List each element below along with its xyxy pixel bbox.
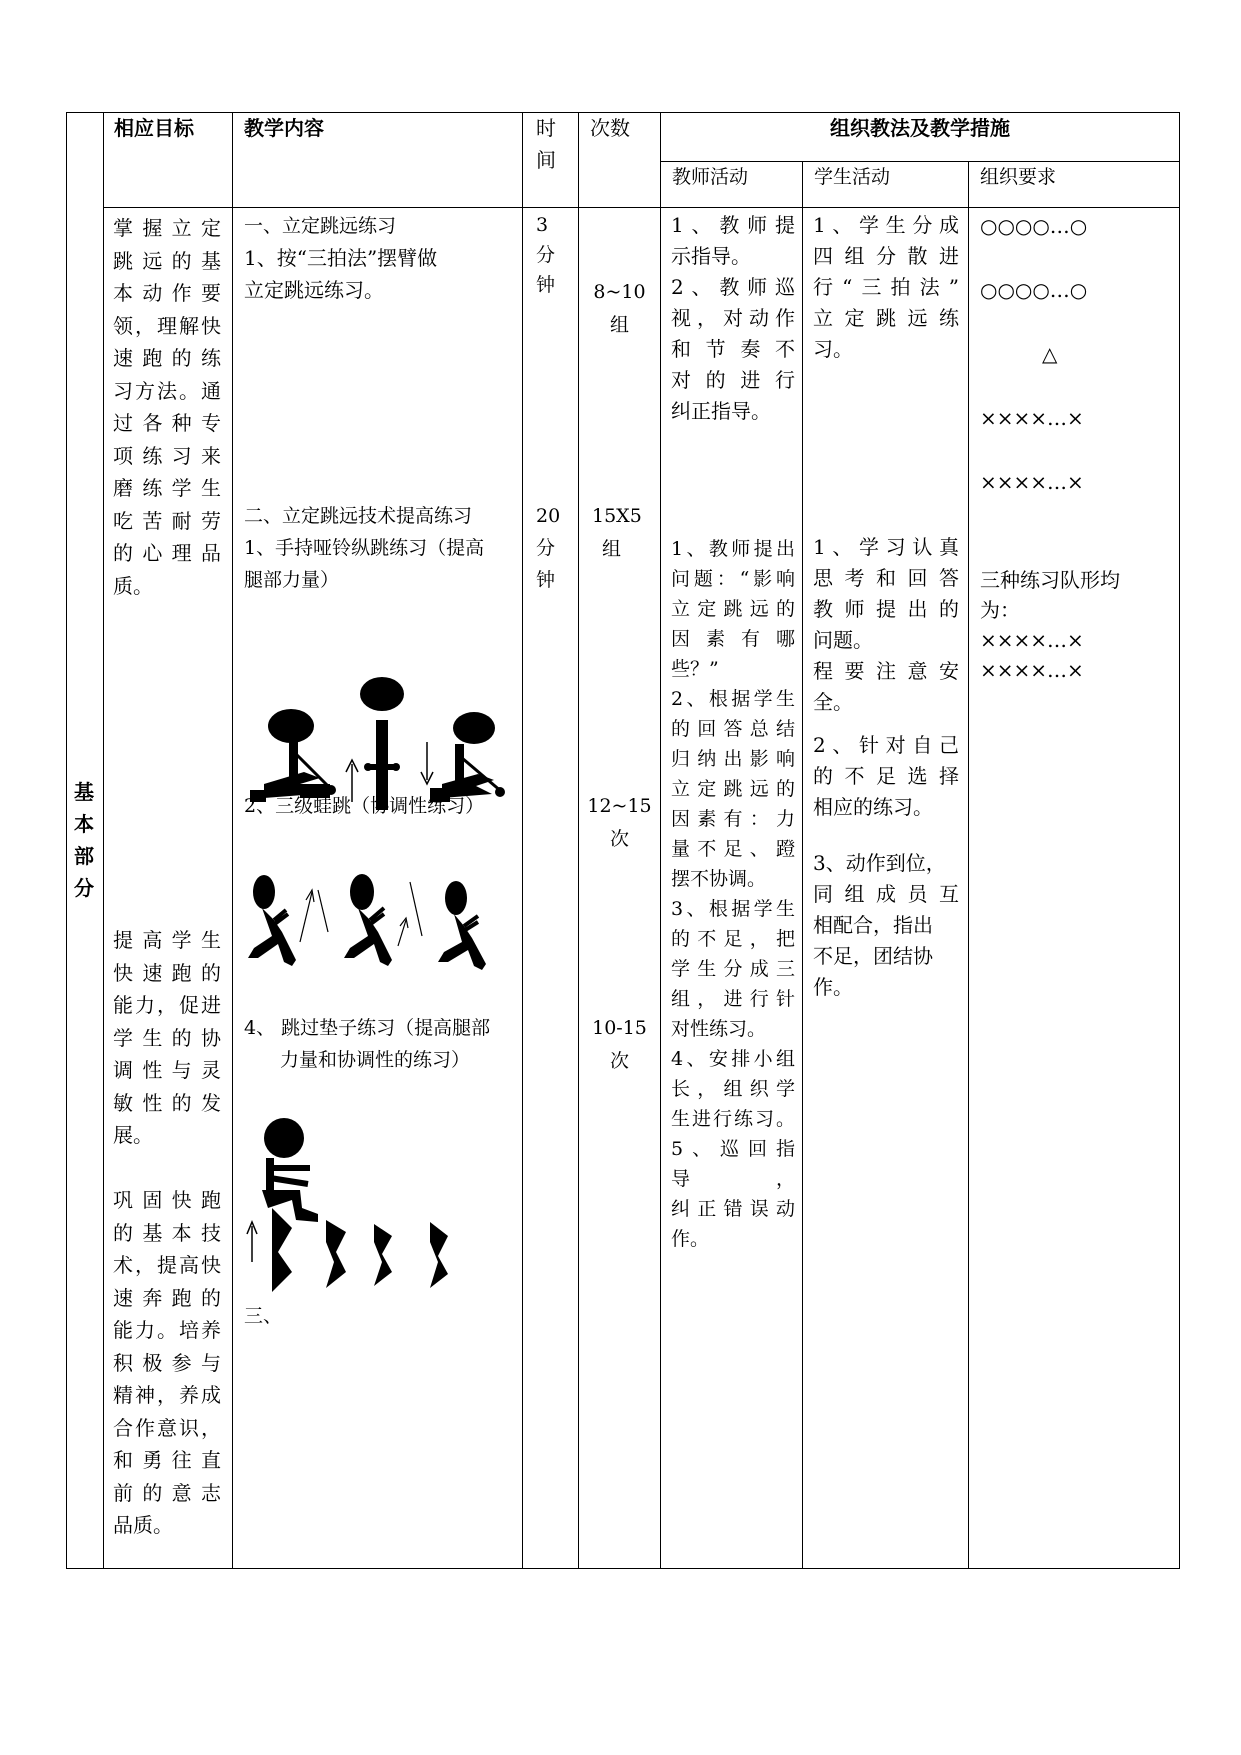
content-2-line2: 腿部力量） [244, 569, 340, 591]
formation-note-line1: 三种练习队形均 [980, 568, 1120, 592]
formation-teacher-triangle: △ [1042, 342, 1058, 366]
count-2 [592, 500, 642, 565]
goal-line: 的心理品 [113, 541, 221, 565]
teacher-line: 学生分成三 [671, 958, 795, 980]
time-line: 钟 [536, 274, 556, 296]
teacher-line: 摆不协调。 [671, 868, 767, 890]
section-label-char: 分 [74, 876, 94, 900]
count-line: 组 [602, 537, 622, 560]
teacher-line: 因素有哪 [671, 628, 795, 650]
count-line: 次 [609, 1049, 629, 1072]
student-line: 1、学生分成 [813, 213, 959, 237]
teacher-line: 归纳出影响 [671, 748, 795, 770]
time-line: 3 [536, 214, 549, 236]
goal-1 [113, 212, 221, 602]
teacher-line: 因素有：力 [671, 808, 795, 830]
goal-line: 积极参与 [113, 1350, 221, 1375]
student-line: 不足，团结协 [813, 944, 933, 968]
goal-line: 的基本技 [113, 1220, 221, 1245]
content-3: 2、三级蛙跳（协调性练习） [244, 795, 485, 817]
teacher-line: 对的进行 [671, 368, 795, 392]
student-line: 的不足选择 [813, 764, 959, 788]
teacher-line: 视，对动作 [671, 306, 795, 330]
formation-circle-row-2: ○○○○…○ [980, 278, 1088, 302]
formation-cross-row-1: ××××…× [980, 406, 1084, 430]
student-line: 思考和回答 [813, 566, 959, 590]
time-line: 20 [536, 505, 561, 527]
student-line: 同组成员互 [813, 882, 959, 906]
time-line: 分 [536, 244, 556, 266]
header-count: 次数 [590, 116, 630, 140]
frog-figure-2 [344, 874, 392, 966]
goal-line: 学生的协 [113, 1025, 221, 1050]
count-line: 15X5 [592, 505, 642, 527]
student-line: 全。 [813, 690, 853, 714]
goal-line: 调性与灵 [113, 1058, 221, 1082]
time-line: 钟 [536, 569, 556, 591]
formation-note-line2: 为： [980, 598, 1020, 622]
student-line: 四组分散进 [813, 244, 959, 268]
content-4-line2: 力量和协调性的练习） [280, 1049, 471, 1071]
col-border-8 [1179, 112, 1180, 1569]
teacher-line: 长，组织学 [671, 1078, 795, 1100]
student-line: 习。 [813, 337, 853, 361]
goal-line: 巩固快跑 [113, 1188, 221, 1212]
goal-line: 项练习来 [113, 443, 221, 468]
header-student: 学生活动 [814, 166, 891, 188]
goal-line: 习方法。通 [113, 378, 221, 403]
header-goal: 相应目标 [114, 116, 194, 140]
header-org: 组织要求 [980, 166, 1057, 188]
student-line: 1、学习认真 [813, 535, 959, 559]
content-2-title: 二、立定跳远技术提高练习 [244, 505, 473, 527]
student-line: 相应的练习。 [813, 795, 933, 819]
goal-line: 掌握立定 [113, 216, 221, 240]
content-1-line2: 立定跳远练习。 [244, 278, 384, 302]
goal-line: 本动作要 [113, 281, 221, 305]
teacher-line: 1、教师提 [671, 213, 795, 237]
content-5: 三、 [244, 1305, 283, 1327]
goal-line: 领，理解快 [113, 313, 221, 338]
count-line: 10-15 [592, 1017, 647, 1039]
section-label-char: 部 [74, 844, 94, 868]
goal-line: 前的意志 [113, 1480, 221, 1505]
student-line: 作。 [813, 975, 853, 999]
student-line: 立定跳远练 [813, 306, 959, 330]
teacher-line: 组，进行针 [671, 988, 795, 1010]
content-1-line1: 1、按“三拍法”摆臂做 [244, 246, 438, 270]
col-border-2 [232, 112, 233, 1569]
teacher-line: 立定跳远的 [671, 598, 795, 620]
goal-3 [113, 1184, 221, 1542]
teacher-line: 示指导。 [671, 244, 751, 268]
teacher-line: 些？” [671, 658, 719, 680]
teacher-line: 的不足，把 [671, 928, 795, 950]
goal-line: 质。 [113, 573, 153, 598]
teacher-line: 对性练习。 [671, 1018, 767, 1040]
col-border-5 [660, 112, 661, 1569]
section-label-char: 基 [74, 780, 94, 804]
col-border-0 [66, 112, 67, 1569]
count-3 [579, 790, 660, 855]
teacher-line: 3、根据学生 [671, 898, 795, 920]
count-4 [579, 1012, 660, 1077]
student-line: 教师提出的 [813, 597, 959, 621]
goal-line: 能力，促进 [113, 993, 221, 1017]
goal-line: 展。 [113, 1123, 153, 1147]
teacher-line: 问题：“影响 [671, 568, 795, 590]
goal-line: 敏性的发 [113, 1090, 221, 1115]
col-border-1 [103, 112, 104, 1569]
mat-jump-illustration [242, 1112, 522, 1302]
header-time-1: 时 [536, 116, 556, 140]
goal-line: 和勇往直 [113, 1448, 221, 1472]
content-1-title: 一、立定跳远练习 [244, 215, 397, 237]
teacher-line: 作。 [671, 1228, 710, 1250]
student-line: 相配合，指出 [813, 913, 933, 937]
count-line: 8~10 [593, 281, 646, 303]
content-4-line1: 4、 跳过垫子练习（提高腿部 [244, 1017, 491, 1039]
count-line: 12~15 [587, 795, 652, 817]
teacher-line: 纠正错误动 [671, 1198, 795, 1220]
student-activity-4 [813, 848, 959, 1003]
student-line: 2、针对自己 [813, 733, 959, 757]
lesson-plan-table [66, 112, 1180, 1569]
goal-line: 合作意识， [113, 1415, 221, 1440]
goal-line: 品质。 [113, 1513, 173, 1537]
teacher-line: 5、巡回指导， [671, 1138, 795, 1190]
content-2-line1: 1、手持哑铃纵跳练习（提高 [244, 537, 485, 559]
goal-line: 术，提高快 [113, 1253, 221, 1277]
formation-cross-row-4: ××××…× [980, 658, 1084, 682]
goal-line: 快速跑的 [113, 960, 221, 985]
student-activity-1 [813, 210, 959, 365]
teacher-line: 2、根据学生 [671, 688, 795, 710]
section-label [74, 776, 94, 904]
goal-line: 磨练学生 [113, 476, 221, 500]
col-border-7 [968, 161, 969, 1569]
student-activity-3 [813, 730, 959, 823]
teacher-line: 立定跳远的 [671, 778, 795, 800]
count-1 [579, 276, 660, 341]
goal-line: 过各种专 [113, 411, 221, 435]
teacher-activity-2 [671, 534, 795, 1254]
teacher-line: 和节奏不 [671, 337, 795, 361]
teacher-line: 的回答总结 [671, 718, 795, 740]
table-border-bottom [66, 1568, 1180, 1569]
time-1 [536, 210, 555, 300]
goal-line: 精神，养成 [113, 1383, 221, 1407]
teacher-line: 量不足、蹬 [671, 838, 795, 860]
student-line: 问题。 [813, 628, 873, 652]
formation-cross-row-3: ××××…× [980, 628, 1084, 652]
student-line: 行“三拍法” [813, 275, 959, 299]
header-time-2: 间 [536, 148, 556, 172]
goal-line: 速奔跑的 [113, 1285, 221, 1310]
goal-line: 能力。培养 [113, 1318, 221, 1342]
goal-line: 吃苦耐劳 [113, 508, 221, 533]
header-bottom-border [103, 207, 1180, 208]
teacher-line: 4、安排小组 [671, 1048, 795, 1070]
goal-line: 提高学生 [113, 928, 221, 952]
goal-line: 速跑的练 [113, 346, 221, 370]
goal-line: 跳远的基 [113, 248, 221, 273]
section-label-char: 本 [74, 812, 94, 836]
frog-figure-1 [248, 875, 296, 966]
formation-circle-row-1: ○○○○…○ [980, 214, 1088, 238]
header-teacher: 教师活动 [672, 166, 749, 188]
teacher-line: 2、教师巡 [671, 275, 795, 299]
time-line: 分 [536, 537, 556, 559]
count-line: 组 [609, 313, 629, 336]
col-border-3 [522, 112, 523, 1569]
col-border-6 [802, 161, 803, 1569]
count-line: 次 [609, 827, 629, 850]
student-line: 3、动作到位， [813, 851, 946, 875]
teacher-line: 生进行练习。 [671, 1108, 795, 1130]
teacher-line: 1、教师提出 [671, 538, 795, 560]
header-content: 教学内容 [244, 116, 324, 140]
formation-cross-row-2: ××××…× [980, 470, 1084, 494]
teacher-line: 纠正指导。 [671, 399, 771, 423]
time-2 [536, 500, 560, 596]
goal-2 [113, 924, 221, 1152]
frog-figure-3 [438, 881, 486, 970]
header-method: 组织教法及教学措施 [830, 116, 1010, 140]
frog-jump-illustration [242, 862, 522, 1012]
student-line: 程要注意安 [813, 659, 959, 683]
teacher-activity-1 [671, 210, 795, 427]
student-activity-2 [813, 532, 959, 718]
